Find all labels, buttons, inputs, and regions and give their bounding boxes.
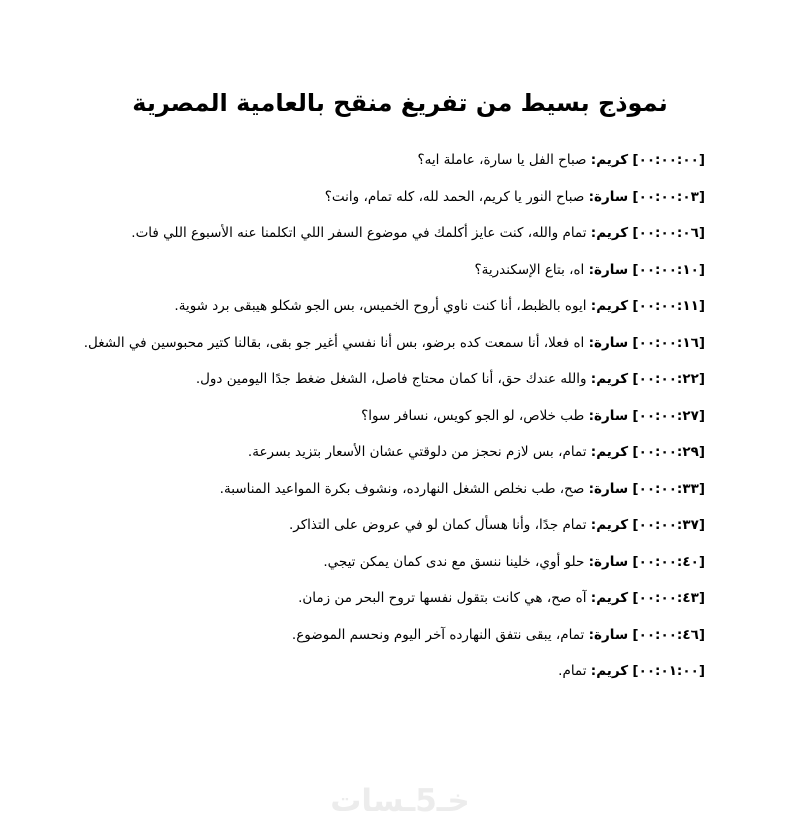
timestamp: [٠٠:٠٠:٠٣]: [632, 188, 705, 205]
speaker-name: سارة:: [588, 334, 629, 351]
timestamp: [٠٠:٠٠:١٠]: [632, 261, 705, 278]
timestamp: [٠٠:٠٠:٠٠]: [632, 152, 705, 168]
dialogue-text: تمام والله، كنت عايز أكلمك في موضوع السفر اللي اتكلمنا عنه الأسبوع اللي فات.: [131, 225, 587, 241]
transcript-line: [20, 406, 705, 427]
transcript-line: [20, 661, 705, 682]
speaker-name: سارة:: [588, 188, 629, 205]
dialogue-text: تمام، بس لازم نحجز من دلوقتي عشان الأسعار بتزيد بسرعة.: [247, 444, 587, 460]
speaker-name: كريم:: [590, 298, 629, 314]
dialogue-text: والله عندك حق، أنا كمان محتاج فاصل، الشغل ضغط جدًا اليومين دول.: [195, 371, 587, 387]
transcript-line: [20, 552, 705, 573]
dialogue-text: صباح الفل يا سارة، عاملة ايه؟: [417, 152, 587, 168]
dialogue-text: طب خلاص، لو الجو كويس، نسافر سوا؟: [361, 407, 585, 424]
transcript-line: [20, 223, 705, 244]
transcript-line: [20, 369, 705, 390]
timestamp: [٠٠:٠١:٠٠]: [632, 663, 705, 679]
speaker-name: كريم:: [590, 517, 629, 533]
timestamp: [٠٠:٠٠:٠٦]: [632, 225, 705, 241]
timestamp: [٠٠:٠٠:٤٣]: [632, 590, 705, 606]
transcript-line: [20, 515, 705, 536]
transcript-line: [20, 442, 705, 463]
transcript-line: [20, 333, 705, 354]
transcript-line: [20, 150, 705, 171]
dialogue-text: تمام جدًا، وأنا هسأل كمان لو في عروض على التذاكر.: [288, 517, 587, 533]
timestamp: [٠٠:٠٠:٣٧]: [632, 517, 705, 533]
dialogue-text: آه صح، هي كانت بتقول نفسها تروح البحر من زمان.: [298, 590, 587, 606]
speaker-name: سارة:: [588, 553, 629, 570]
document-page: [0, 84, 800, 830]
speaker-name: كريم:: [590, 371, 629, 387]
dialogue-text: اه فعلا، أنا سمعت كده برضو، بس أنا نفسي أغير جو بقى، بقالنا كتير محبوسين في الشغل.: [83, 334, 585, 351]
dialogue-text: اه، بتاع الإسكندرية؟: [474, 261, 585, 278]
timestamp: [٠٠:٠٠:٤٦]: [632, 626, 705, 643]
speaker-name: سارة:: [588, 261, 629, 278]
speaker-name: سارة:: [588, 407, 629, 424]
timestamp: [٠٠:٠٠:٢٩]: [632, 444, 705, 460]
timestamp: [٠٠:٠٠:٣٣]: [632, 480, 705, 497]
transcript-line: [20, 625, 705, 646]
dialogue-text: حلو أوي، خلينا ننسق مع ندى كمان يمكن تيجي.: [323, 553, 585, 570]
speaker-name: كريم:: [590, 225, 629, 241]
transcript-line: [20, 187, 705, 208]
speaker-name: سارة:: [588, 626, 629, 643]
transcript: [0, 150, 800, 682]
speaker-name: كريم:: [590, 152, 629, 168]
speaker-name: كريم:: [590, 663, 629, 679]
timestamp: [٠٠:٠٠:٢٧]: [632, 407, 705, 424]
transcript-line: [20, 588, 705, 609]
timestamp: [٠٠:٠٠:١١]: [632, 298, 705, 314]
speaker-name: كريم:: [590, 590, 629, 606]
dialogue-text: تمام، يبقى نتفق النهارده آخر اليوم ونحسم الموضوع.: [291, 626, 585, 643]
dialogue-text: صح، طب نخلص الشغل النهارده، ونشوف بكرة المواعيد المناسبة.: [219, 480, 585, 497]
transcript-line: [20, 296, 705, 317]
dialogue-text: ايوه بالظبط، أنا كنت ناوي أروح الخميس، بس الجو شكلو هيبقى برد شوية.: [174, 298, 587, 314]
dialogue-text: تمام.: [558, 663, 587, 679]
khamsat-watermark: خـ5ـسات: [330, 783, 470, 819]
speaker-name: سارة:: [588, 480, 629, 497]
page-title: نموذج بسيط من تفريغ منقح بالعامية المصرية: [132, 89, 668, 117]
dialogue-text: صباح النور يا كريم، الحمد لله، كله تمام، وانت؟: [324, 188, 585, 205]
timestamp: [٠٠:٠٠:٢٢]: [632, 371, 705, 387]
transcript-line: [20, 479, 705, 500]
timestamp: [٠٠:٠٠:١٦]: [632, 334, 705, 351]
speaker-name: كريم:: [590, 444, 629, 460]
timestamp: [٠٠:٠٠:٤٠]: [632, 553, 705, 570]
transcript-line: [20, 260, 705, 281]
